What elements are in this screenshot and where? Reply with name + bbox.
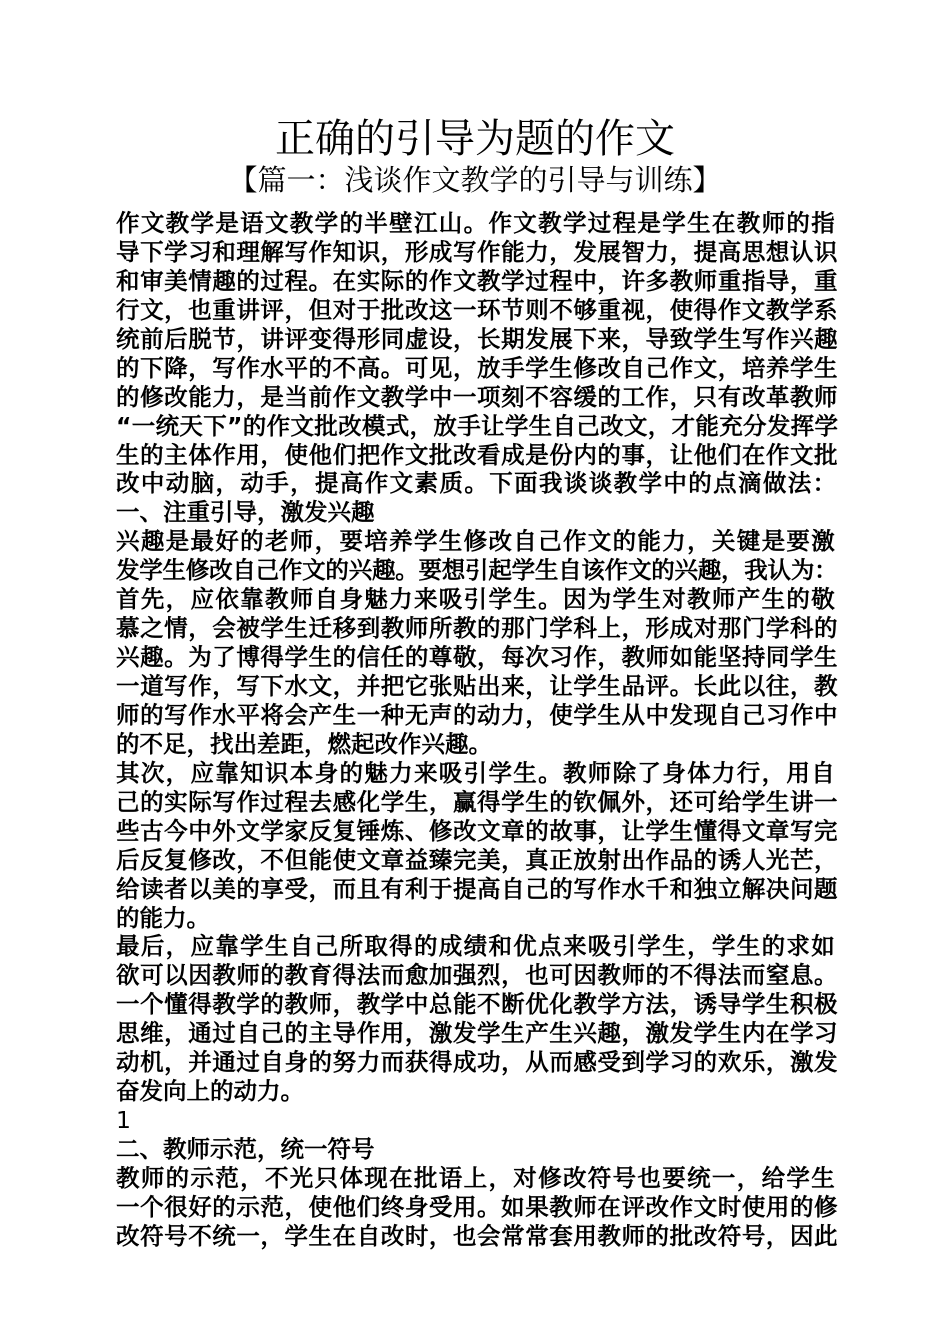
text-line: 兴趣是最好的老师，要培养学生修改自己作文的能力，关键是要激 (116, 527, 837, 556)
text-line: 动机，并通过自身的努力而获得成功，从而感受到学习的欢乐，激发 (116, 1048, 839, 1077)
text-line: 教师的示范，不光只体现在批语上，对修改符号也要统一，给学生 (116, 1163, 837, 1192)
text-line: 的能力。 (116, 903, 210, 932)
text-line: 统前后脱节，讲评变得形同虚设，长期发展下来，导致学生写作兴趣 (116, 324, 839, 353)
document-title: 正确的引导为题的作文 (275, 116, 675, 162)
text-line: 己的实际写作过程去感化学生，赢得学生的钦佩外，还可给学生讲一 (116, 787, 839, 816)
text-line: 一道写作，写下水文，并把它张贴出来，让学生品评。长此以往，教 (116, 672, 839, 700)
text-line: 首先，应依靠教师自身魅力来吸引学生。因为学生对教师产生的敬 (116, 585, 837, 614)
text-line: 慕之情，会被学生迁移到教师所教的那门学科上，形成对那门学科的 (116, 614, 839, 643)
text-line: 改符号不统一，学生在自改时，也会常常套用教师的批改符号，因此 (116, 1221, 839, 1250)
text-line: 的修改能力，是当前作文教学中一项刻不容缓的工作，只有改革教师 (116, 382, 839, 411)
text-line: 奋发向上的动力。 (116, 1077, 304, 1106)
text-line: 发学生修改自己作文的兴趣。要想引起学生自该作文的兴趣，我认为： (116, 556, 838, 585)
text-line: 行文，也重讲评，但对于批改这一环节则不够重视，使得作文教学系 (116, 295, 839, 324)
text-line: 给读者以美的享受，而且有利于提高自己的写作水千和独立解决问题 (116, 874, 839, 903)
text-line: 作文教学是语文教学的半壁江山。作文教学过程是学生在教师的指 (116, 209, 837, 237)
text-line: 导下学习和理解写作知识，形成写作能力，发展智力，提高思想认识 (116, 237, 839, 266)
text-line: 的不足，找出差距，燃起改作兴趣。 (116, 729, 492, 758)
text-line: 一个很好的示范，使他们终身受用。如果教师在评改作文时使用的修 (116, 1192, 839, 1221)
text-line: “一统天下”的作文批改模式，放手让学生自己改文，才能充分发挥学 (116, 411, 839, 440)
page-number: 1 (116, 1106, 131, 1135)
text-line: 些古今中外文学家反复锤炼、修改文章的故事，让学生懂得文章写完 (116, 816, 839, 845)
text-line: 二、教师示范，统一符号 (116, 1135, 375, 1163)
text-line: 其次，应靠知识本身的魅力来吸引学生。教师除了身体力行，用自 (116, 758, 837, 787)
text-line: 后反复修改，不但能使文章益臻完美，真正放射出作品的诱人光芒， (116, 845, 839, 874)
document-subtitle: 【篇一：浅谈作文教学的引导与训练】 (228, 163, 722, 197)
text-line: 兴趣。为了博得学生的信任的尊敬，每次习作，教师如能坚持同学生 (116, 643, 839, 672)
text-line: 思维，通过自己的主导作用，激发学生产生兴趣，激发学生内在学习 (116, 1019, 839, 1048)
text-line: 一个懂得教学的教师，教学中总能不断优化教学方法，诱导学生积极 (116, 990, 839, 1019)
text-line: 最后，应靠学生自己所取得的成绩和优点来吸引学生，学生的求如 (116, 932, 837, 961)
text-line: 一、注重引导，激发兴趣 (116, 498, 375, 527)
text-line: 和审美情趣的过程。在实际的作文教学过程中，许多教师重指导，重 (116, 266, 839, 295)
text-line: 的下降，写作水平的不高。可见，放手学生修改自己作文，培养学生 (116, 353, 839, 382)
text-line: 欲可以因教师的教育得法而愈加强烈，也可因教师的不得法而窒息。 (116, 961, 839, 990)
text-line: 生的主体作用，使他们把作文批改看成是份内的事，让他们在作文批 (116, 440, 839, 469)
document-body (116, 209, 846, 1251)
text-line: 改中动脑，动手，提高作文素质。下面我谈谈教学中的点滴做法： (116, 469, 838, 498)
text-line: 师的写作水平将会产生一种无声的动力，使学生从中发现自己习作中 (116, 700, 839, 729)
